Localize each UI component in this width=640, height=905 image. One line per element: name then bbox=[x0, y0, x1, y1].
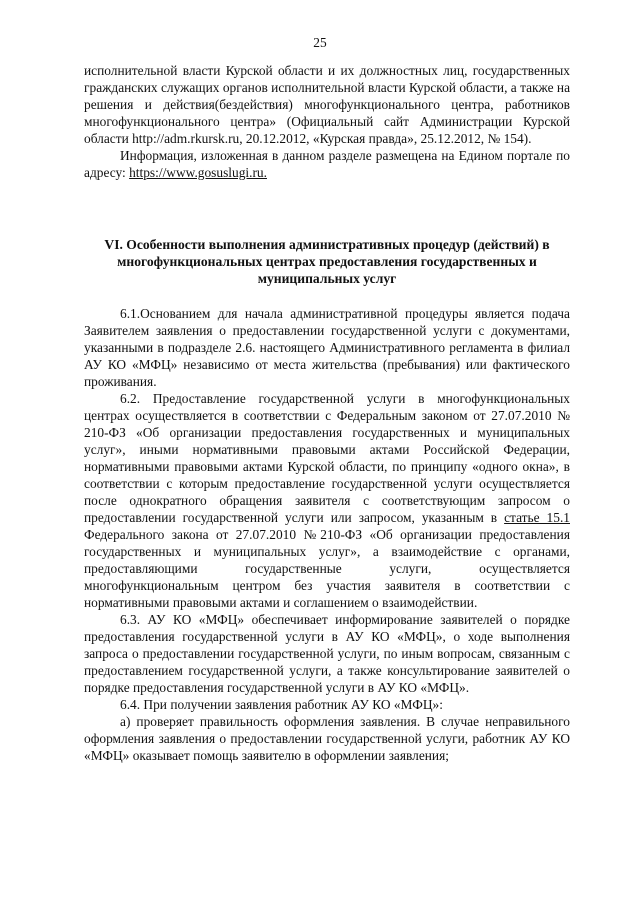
article-15-1-link[interactable]: статье 15.1 bbox=[504, 510, 570, 525]
paragraph-6-2-text-start: 6.2. Предоставление государственной услуги в многофункциональных центрах осуществляется в соответствии с Федеральным законом от 27.07.2010 № 210-ФЗ «Об организации предоставления государственных и муниципальных услуг», иными нормативными правовыми актами Российской Федерации, нормативными правовыми актами Курской области, по принципу «одного окна», в соответствии с которым предоставление государственной услуги осуществляется после однократного обращения заявителя с соответствующим запросом о предоставлении государственной услуги или запросом, указанным в bbox=[84, 391, 570, 525]
section-body bbox=[84, 305, 570, 764]
paragraph-6-1: 6.1.Основанием для начала административной процедуры является подача Заявителем заявления о предоставлении государственной услуги с документами, указанными в подразделе 2.6. настоящего Административного регламента в филиал АУ КО «МФЦ» независимо от места жительства (пребывания) или фактического проживания. bbox=[84, 306, 570, 389]
paragraph-6-3: 6.3. АУ КО «МФЦ» обеспечивает информирование заявителей о порядке предоставления государственной услуги в АУ КО «МФЦ», о ходе выполнения запроса о предоставлении государственной услуги, по иным вопросам, связанным с предоставлением государственной услуги, а также консультирование заявителей о порядке предоставления государственной услуги в АУ КО «МФЦ». bbox=[84, 612, 570, 695]
gosuslugi-link[interactable]: https://www.gosuslugi.ru. bbox=[129, 165, 267, 180]
paragraph-6-2 bbox=[84, 390, 570, 611]
info-text: Информация, изложенная в данном разделе размещена на Едином портале по адресу: bbox=[84, 148, 570, 180]
intro-paragraph: исполнительной власти Курской области и их должностных лиц, государственных гражданских служащих органов исполнительной власти Курской области, а также на решения и действия(бездействия) многофункционального центра, работников многофункционального центра» (Официальный сайт Администрации Курской области http://adm.rkursk.ru, 20.12.2012, «Курская правда», 25.12.2012, № 154). bbox=[84, 63, 571, 146]
section-heading: VI. Особенности выполнения административных процедур (действий) в многофункциональных центрах предоставления государственных и муниципальных услуг bbox=[104, 237, 550, 286]
paragraph-6-2-text-end: Федерального закона от 27.07.2010 №210-ФЗ «Об организации предоставления государственных и муниципальных услуг», а взаимодействие с органами, предоставляющими государственные услуги, осуществляется многофункциональным центром без участия заявителя в соответствии с нормативными правовыми актами и соглашением о взаимодействии. bbox=[84, 527, 570, 610]
intro-section bbox=[84, 62, 570, 181]
paragraph-6-4-a: а) проверяет правильность оформления заявления. В случае неправильного оформления заявления о предоставлении государственной услуги, работник АУ КО «МФЦ» оказывает помощь заявителю в оформлении заявления; bbox=[84, 714, 570, 763]
page-number: 25 bbox=[313, 35, 327, 50]
info-paragraph bbox=[84, 147, 570, 181]
paragraph-6-4: 6.4. При получении заявления работник АУ КО «МФЦ»: bbox=[120, 697, 443, 712]
